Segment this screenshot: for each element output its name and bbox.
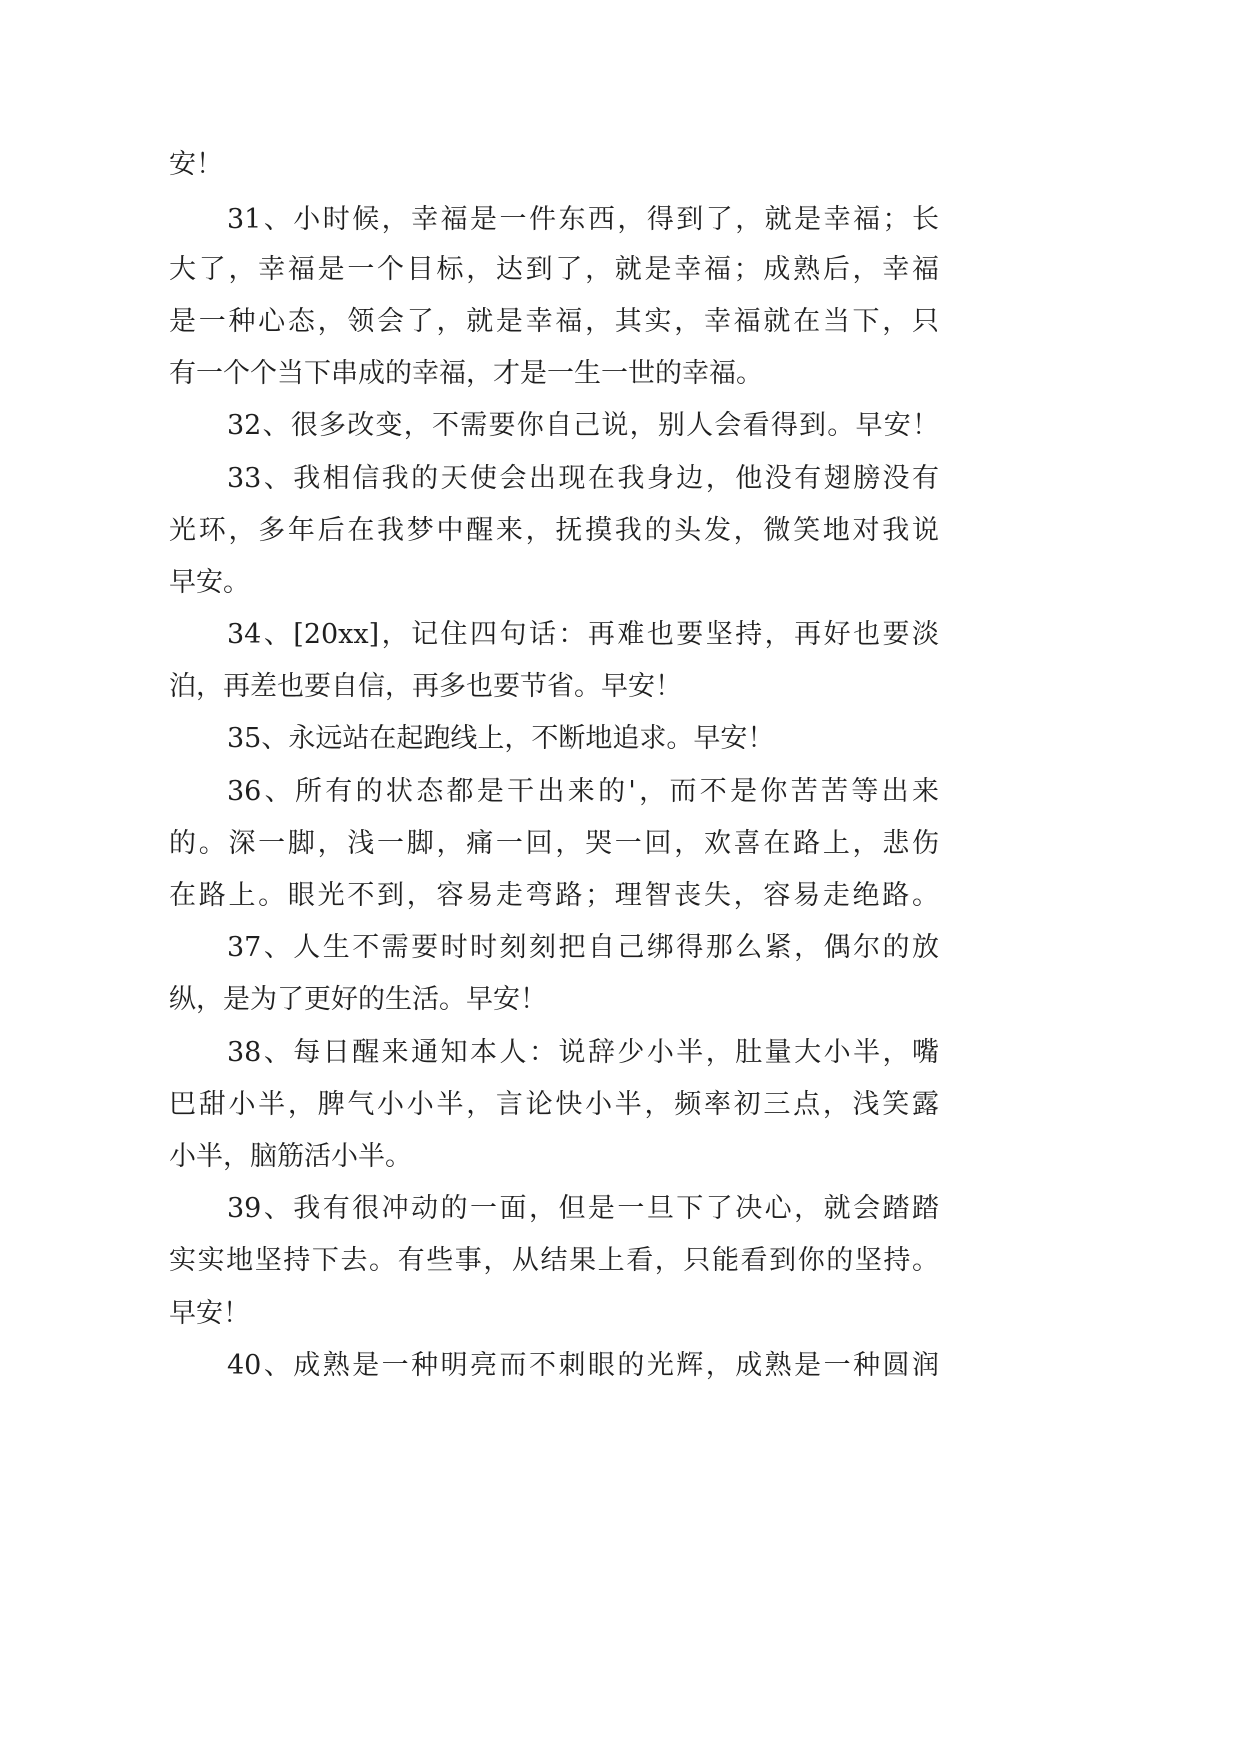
paragraph-37-line: 纵，是为了更好的生活。早安！ <box>169 984 547 1015</box>
paragraph-31-line: 有一个个当下串成的幸福，才是一生一世的幸福。 <box>169 358 763 389</box>
text-line: 安！ <box>169 149 223 180</box>
paragraph-36-line: 36、所有的状态都是干出来的'，而不是你苦苦等出来 <box>227 776 939 807</box>
paragraph-37-line: 37、人生不需要时时刻刻把自己绑得那么紧，偶尔的放 <box>227 932 939 963</box>
paragraph-33-line: 33、我相信我的天使会出现在我身边，他没有翅膀没有 <box>227 463 939 494</box>
paragraph-31-line: 是一种心态，领会了，就是幸福，其实，幸福就在当下，只 <box>169 306 939 337</box>
paragraph-33-line: 光环，多年后在我梦中醒来，抚摸我的头发，微笑地对我说 <box>169 515 939 546</box>
paragraph-34-line: 34、[20xx]，记住四句话：再难也要坚持，再好也要淡 <box>227 619 939 650</box>
paragraph-31-line: 大了，幸福是一个目标，达到了，就是幸福；成熟后，幸福 <box>169 254 939 285</box>
paragraph-38-line: 巴甜小半，脾气小小半，言论快小半，频率初三点，浅笑露 <box>169 1089 939 1120</box>
paragraph-32-line: 32、很多改变，不需要你自己说，别人会看得到。早安！ <box>227 410 939 441</box>
paragraph-39-line: 实实地坚持下去。有些事，从结果上看，只能看到你的坚持。 <box>169 1245 939 1276</box>
paragraph-33-line: 早安。 <box>169 567 250 598</box>
paragraph-38-line: 小半，脑筋活小半。 <box>169 1141 412 1172</box>
paragraph-34-line: 泊，再差也要自信，再多也要节省。早安！ <box>169 671 682 702</box>
paragraph-36-line: 的。深一脚，浅一脚，痛一回，哭一回，欢喜在路上，悲伤 <box>169 828 939 859</box>
paragraph-39-line: 早安！ <box>169 1298 250 1329</box>
paragraph-39-line: 39、我有很冲动的一面，但是一旦下了决心，就会踏踏 <box>227 1193 939 1224</box>
paragraph-31-line: 31、小时候，幸福是一件东西，得到了，就是幸福；长 <box>227 204 939 235</box>
paragraph-35-line: 35、永远站在起跑线上，不断地追求。早安！ <box>227 723 775 754</box>
paragraph-40-line: 40、成熟是一种明亮而不刺眼的光辉，成熟是一种圆润 <box>227 1350 939 1381</box>
paragraph-36-line: 在路上。眼光不到，容易走弯路；理智丧失，容易走绝路。 <box>169 880 939 911</box>
paragraph-38-line: 38、每日醒来通知本人：说辞少小半，肚量大小半，嘴 <box>227 1037 939 1068</box>
